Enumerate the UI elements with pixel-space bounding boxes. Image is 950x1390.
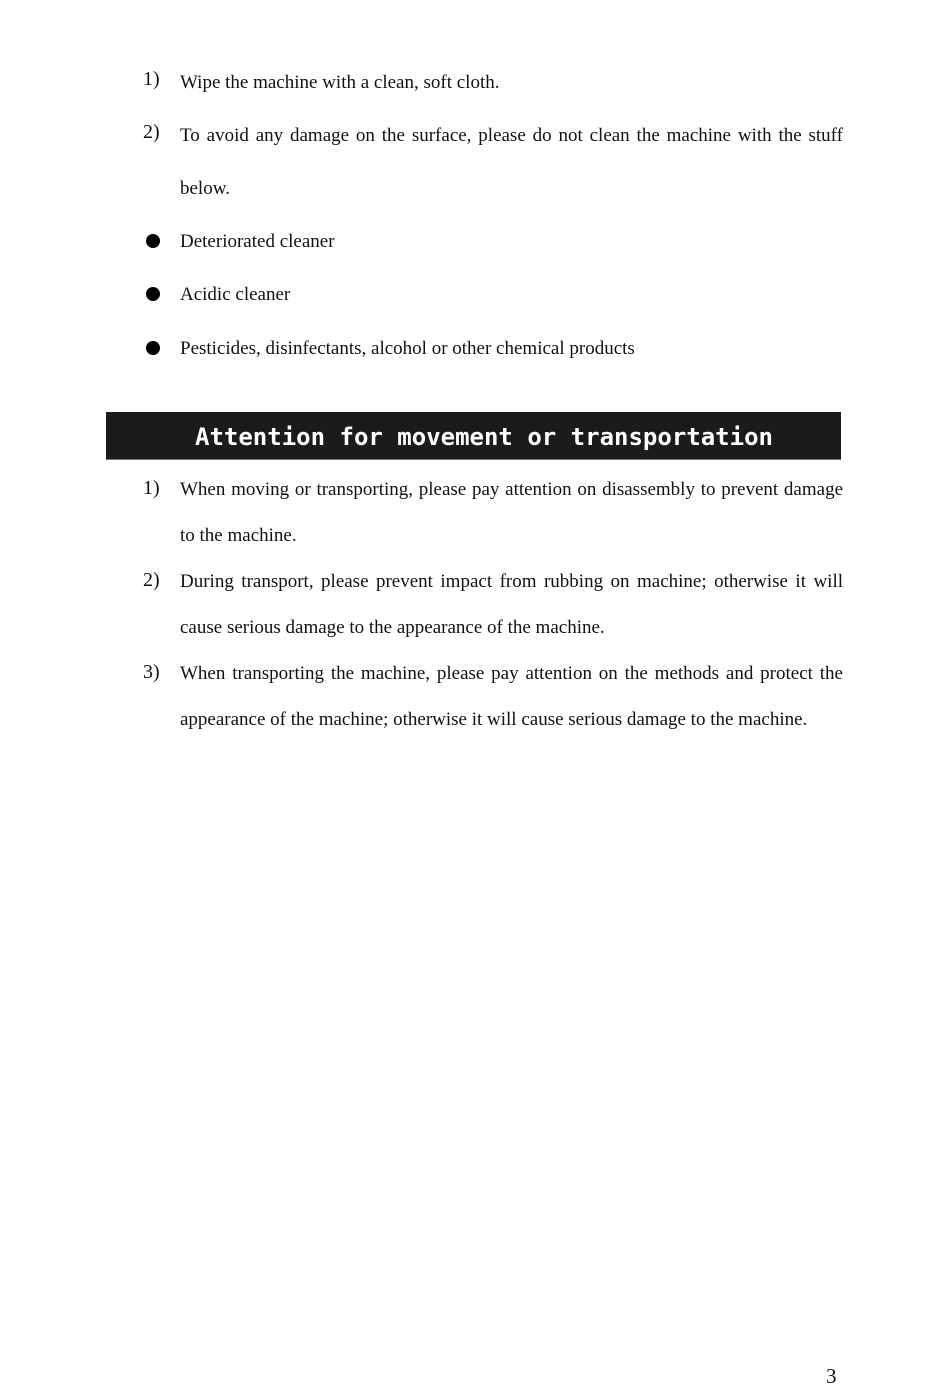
step-number: 3) (143, 661, 160, 683)
step-number: 1) (143, 68, 160, 90)
bullet-icon (146, 234, 160, 248)
step-number: 2) (143, 569, 160, 591)
step-text: When transporting the machine, please pay attention on the methods and protect the appearance of the machine; otherwise it will cause serious damage to the machine. (180, 663, 843, 730)
step-text: When moving or transporting, please pay attention on disassembly to prevent damage to the machine. (180, 479, 843, 546)
page-number: 3 (826, 1364, 837, 1388)
step-text: Wipe the machine with a clean, soft cloth. (180, 72, 500, 93)
bullet-icon (146, 341, 160, 355)
bullet-text: Pesticides, disinfectants, alcohol or other chemical products (180, 338, 635, 359)
bullet-icon (146, 287, 160, 301)
section-banner (106, 412, 841, 460)
step-text: During transport, please prevent impact from rubbing on machine; otherwise it will cause serious damage to the appearance of the machine. (180, 571, 843, 638)
step-number: 1) (143, 477, 160, 499)
step-number: 2) (143, 121, 160, 143)
step-text: To avoid any damage on the surface, please do not clean the machine with the stuff below. (180, 125, 843, 199)
bullet-text: Acidic cleaner (180, 284, 291, 305)
section-heading: Attention for movement or transportation (195, 423, 773, 451)
bullet-text: Deteriorated cleaner (180, 231, 335, 252)
